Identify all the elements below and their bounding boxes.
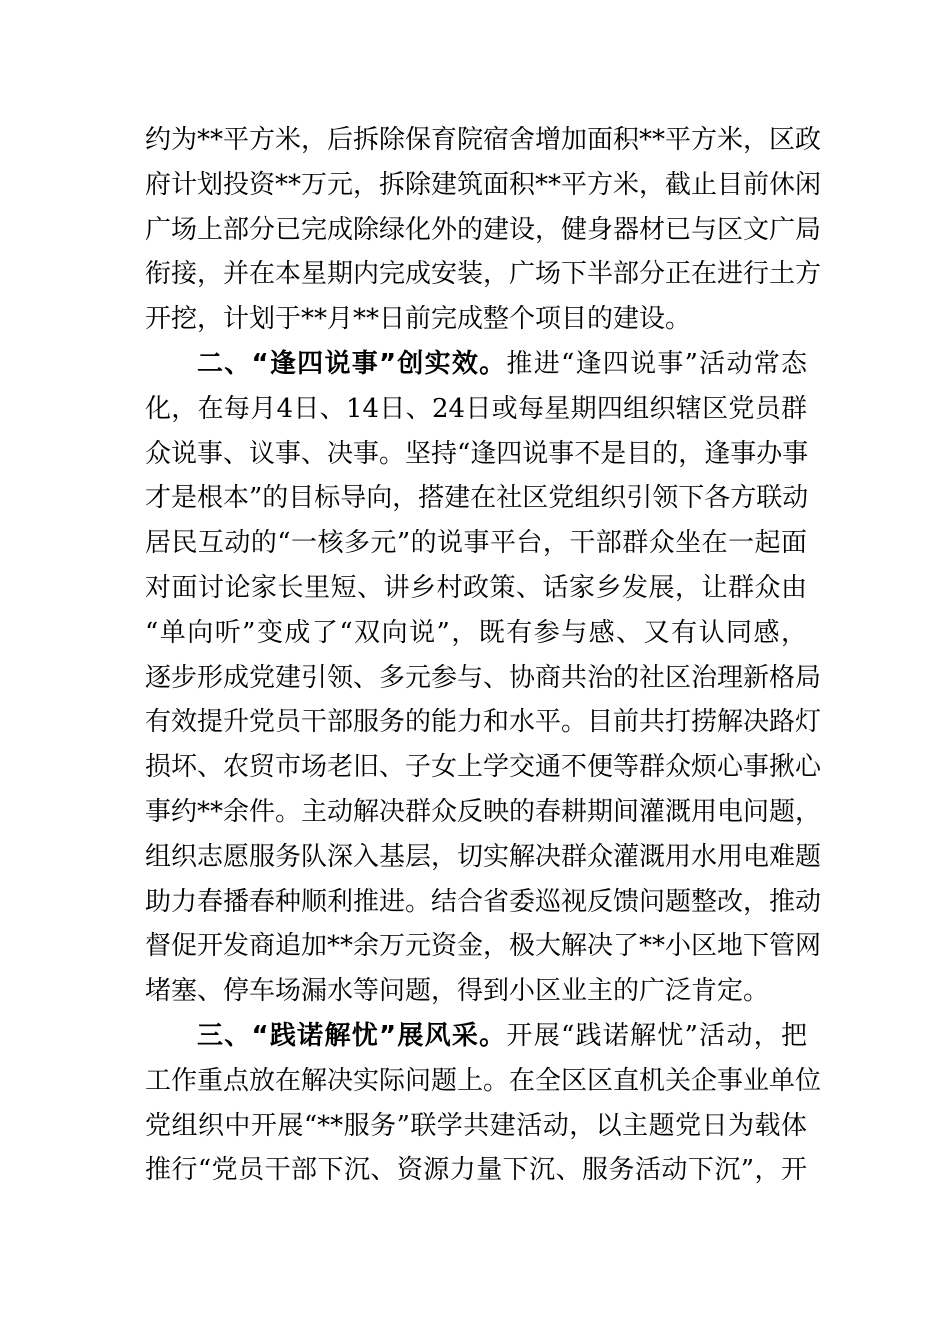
document-page	[145, 118, 822, 1193]
paragraph-2	[145, 342, 822, 1014]
heading-line	[145, 1014, 807, 1059]
text-line: 化，在每月4日、14日、24日或每星期四组织辖区党员群	[145, 393, 807, 424]
text-line: 对面讨论家长里短、讲乡村政策、话家乡发展，让群众由	[145, 572, 807, 603]
text-line: 损坏、农贸市场老旧、子女上学交通不便等群众烦心事揪心	[145, 752, 822, 783]
text-line: 才是根本”的目标导向，搭建在社区党组织引领下各方联动	[145, 483, 809, 514]
text-line: 开挖，计划于**月**日前完成整个项目的建设。	[145, 304, 692, 335]
text-line: 逐步形成党建引领、多元参与、协商共治的社区治理新格局	[145, 662, 822, 693]
text-line: 广场上部分已完成除绿化外的建设，健身器材已与区文广局	[145, 214, 822, 245]
text-line: 府计划投资**万元，拆除建筑面积**平方米，截止目前休闲	[145, 169, 822, 200]
text-line: “单向听”变成了“双向说”，既有参与感、又有认同感，	[145, 617, 807, 648]
text-line: 居民互动的“一核多元”的说事平台，干部群众坐在一起面	[145, 528, 807, 559]
text-run: 开展“践诺解忧”活动，把	[506, 1020, 807, 1051]
text-line: 事约**余件。主动解决群众反映的春耕期间灌溉用电问题，	[145, 796, 822, 827]
paragraph-3	[145, 1014, 822, 1193]
text-line: 组织志愿服务队深入基层，切实解决群众灌溉用水用电难题	[145, 841, 822, 872]
text-line: 堵塞、停车场漏水等问题，得到小区业主的广泛肯定。	[145, 976, 770, 1007]
text-line: 约为**平方米，后拆除保育院宿舍增加面积**平方米，区政	[145, 125, 822, 155]
text-line: 助力春播春种顺利推进。结合省委巡视反馈问题整改，推动	[145, 886, 822, 917]
text-line: 衔接，并在本星期内完成安装，广场下半部分正在进行土方	[145, 259, 822, 290]
heading-line	[145, 342, 807, 387]
text-line: 党组织中开展“**服务”联学共建活动，以主题党日为载体	[145, 1110, 807, 1141]
section-heading: 二、“逢四说事”创实效。	[197, 348, 507, 379]
section-heading: 三、“践诺解忧”展风采。	[197, 1020, 507, 1051]
text-line: 推行“党员干部下沉、资源力量下沉、服务活动下沉”，开	[145, 1155, 807, 1186]
text-line: 众说事、议事、决事。坚持“逢四说事不是目的，逢事办事	[145, 438, 809, 469]
text-run: 推进“逢四说事”活动常态	[506, 348, 807, 379]
text-line: 工作重点放在解决实际问题上。在全区区直机关企事业单位	[145, 1065, 822, 1096]
text-line: 督促开发商追加**余万元资金，极大解决了**小区地下管网	[145, 931, 822, 962]
text-line: 有效提升党员干部服务的能力和水平。目前共打捞解决路灯	[145, 707, 822, 738]
paragraph-1	[145, 118, 822, 342]
